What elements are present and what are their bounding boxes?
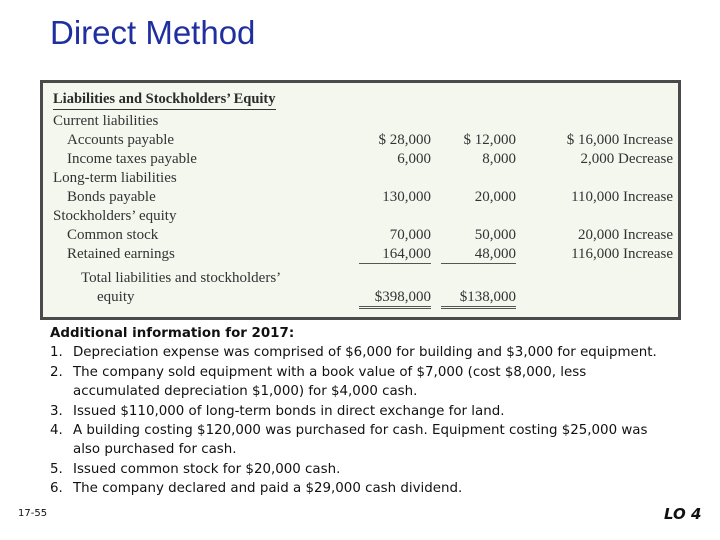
list-item bbox=[50, 421, 670, 460]
list-item bbox=[50, 479, 670, 498]
item-number: 1. bbox=[50, 345, 63, 361]
value-2016: $ 12,000 bbox=[463, 132, 516, 148]
item-number: 4. bbox=[50, 423, 63, 439]
row-label: Accounts payable bbox=[67, 132, 175, 148]
statement-heading: Liabilities and Stockholders’ Equity bbox=[53, 91, 276, 110]
item-text: Depreciation expense was comprised of $6,000 for building and $3,000 for equipment. bbox=[73, 345, 657, 361]
value-change: $ 16,000 Increase bbox=[566, 132, 673, 148]
row-label: equity bbox=[97, 289, 135, 305]
value-2017: $ 28,000 bbox=[378, 132, 431, 148]
value-change: 110,000 Increase bbox=[571, 189, 673, 205]
section-label: Stockholders’ equity bbox=[53, 208, 177, 224]
item-text: Issued $110,000 of long-term bonds in direct exchange for land. bbox=[73, 403, 505, 419]
additional-information bbox=[50, 324, 670, 499]
item-number: 6. bbox=[50, 481, 63, 497]
learning-objective: LO 4 bbox=[664, 505, 702, 523]
list-item bbox=[50, 343, 670, 362]
section-label: Long-term liabilities bbox=[53, 170, 177, 186]
value-2017: 164,000 bbox=[359, 246, 431, 264]
value-2016: 48,000 bbox=[441, 246, 516, 264]
section-label: Current liabilities bbox=[53, 113, 159, 129]
value-2016: 8,000 bbox=[482, 151, 516, 167]
additional-info-heading: Additional information for 2017: bbox=[50, 326, 295, 341]
row-label: Income taxes payable bbox=[67, 151, 197, 167]
item-number: 3. bbox=[50, 403, 63, 419]
value-change: 20,000 Increase bbox=[578, 227, 673, 243]
row-label: Common stock bbox=[67, 227, 159, 243]
list-item bbox=[50, 460, 670, 479]
list-item bbox=[50, 402, 670, 421]
slide-number: 17-55 bbox=[18, 508, 48, 519]
value-2017: $398,000 bbox=[359, 289, 431, 309]
value-2017: 130,000 bbox=[382, 189, 431, 205]
value-2016: $138,000 bbox=[441, 289, 516, 309]
list-item bbox=[50, 363, 670, 402]
item-text: The company declared and paid a $29,000 cash dividend. bbox=[73, 481, 463, 497]
value-2016: 50,000 bbox=[474, 227, 516, 243]
value-2017: 6,000 bbox=[397, 151, 431, 167]
value-2017: 70,000 bbox=[389, 227, 431, 243]
item-text: Issued common stock for $20,000 cash. bbox=[73, 461, 341, 477]
value-change: 2,000 Decrease bbox=[580, 151, 673, 167]
row-label: Total liabilities and stockholders’ bbox=[81, 270, 282, 286]
slide-title: Direct Method bbox=[50, 14, 256, 51]
balance-sheet-excerpt bbox=[40, 80, 681, 320]
item-number: 5. bbox=[50, 461, 63, 477]
value-2016: 20,000 bbox=[474, 189, 516, 205]
item-text: The company sold equipment with a book value of $7,000 (cost $8,000, less accumulated depreciation $1,000) for $4,000 cash. bbox=[73, 364, 587, 400]
item-number: 2. bbox=[50, 364, 63, 380]
item-text: A building costing $120,000 was purchased for cash. Equipment costing $25,000 was also purchased for cash. bbox=[73, 423, 648, 458]
row-label: Retained earnings bbox=[67, 246, 175, 262]
value-change: 116,000 Increase bbox=[571, 246, 673, 262]
row-label: Bonds payable bbox=[67, 189, 156, 205]
additional-info-list bbox=[50, 343, 670, 498]
